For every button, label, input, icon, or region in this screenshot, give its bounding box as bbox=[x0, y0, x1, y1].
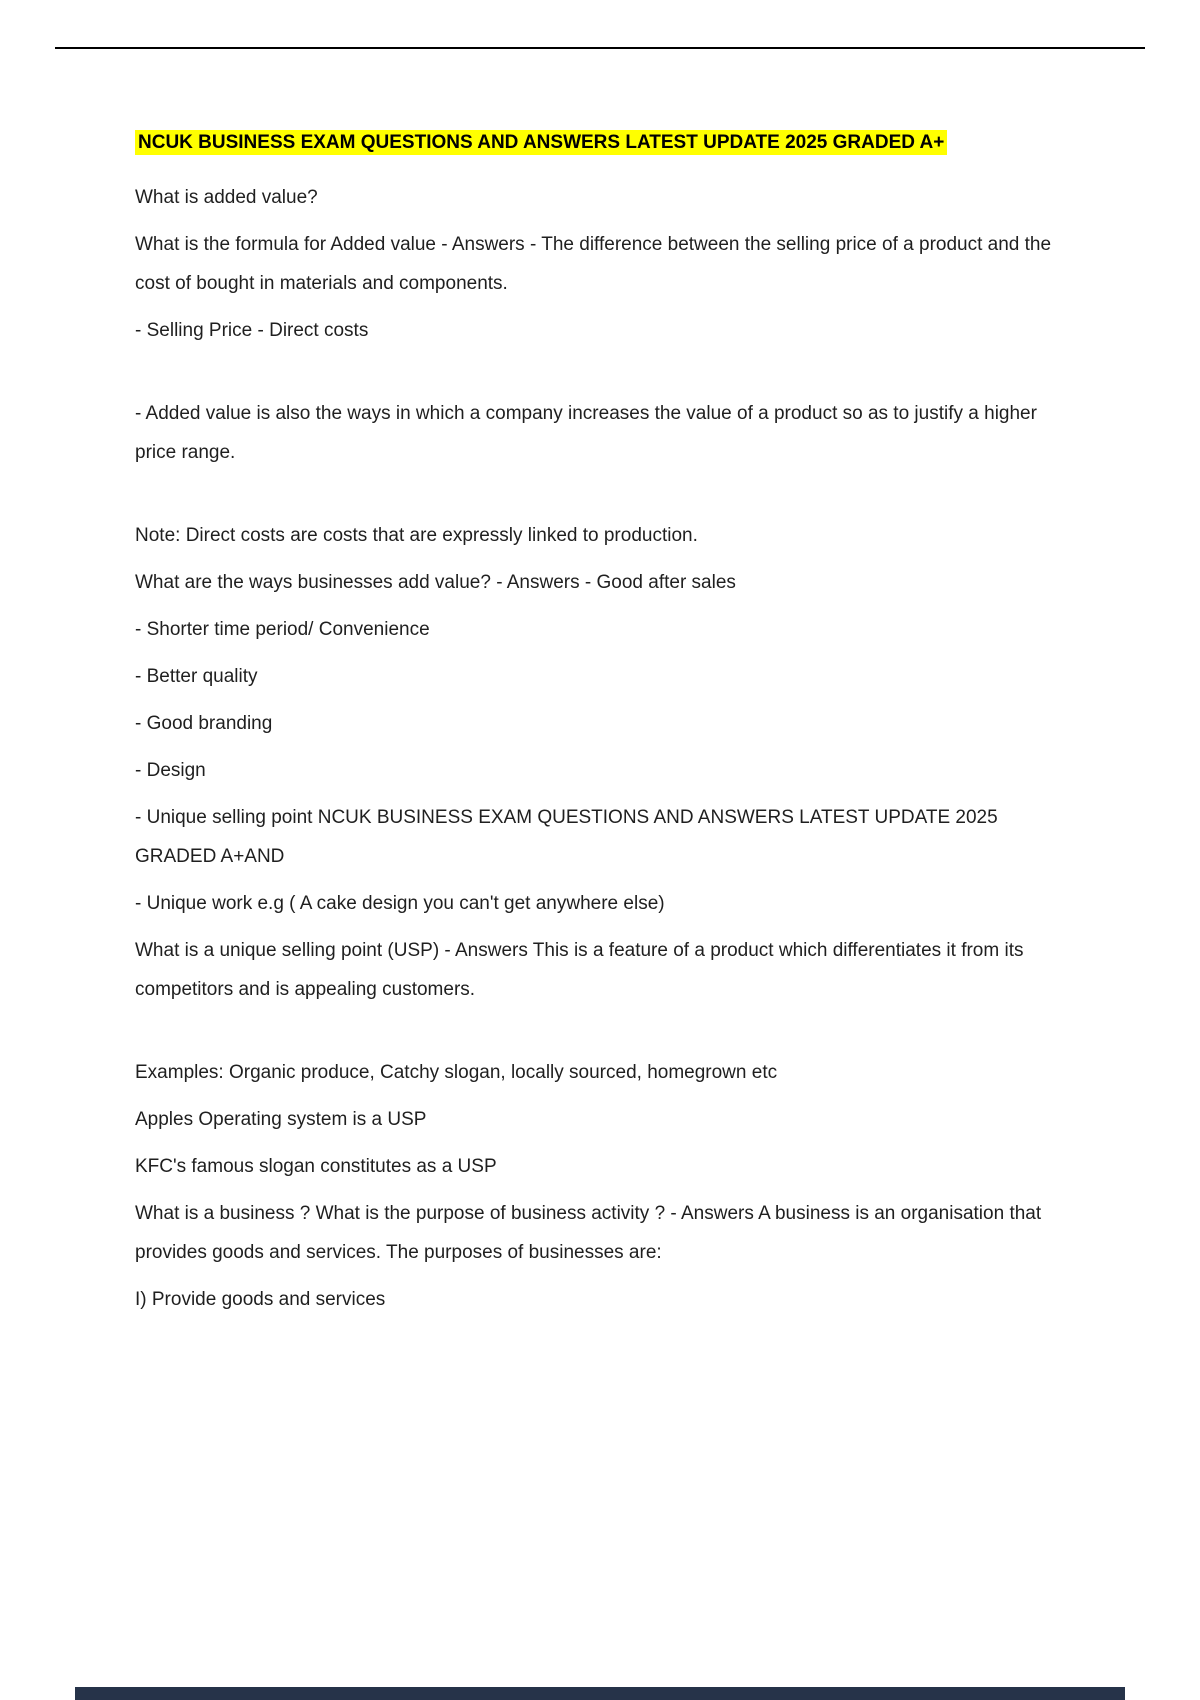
paragraph: I) Provide goods and services bbox=[135, 1289, 386, 1310]
paragraph: - Better quality bbox=[135, 666, 258, 687]
paragraph: What is a business ? What is the purpose of business activity ? - Answers A business is an organisation that provides goods and services. The purposes of businesses are: bbox=[135, 1203, 1042, 1263]
paragraph: - Shorter time period/ Convenience bbox=[135, 619, 430, 640]
top-divider bbox=[55, 47, 1145, 49]
paragraph: What is added value? bbox=[135, 187, 318, 208]
paragraph: Examples: Organic produce, Catchy slogan, locally sourced, homegrown etc bbox=[135, 1062, 778, 1083]
paragraph: What are the ways businesses add value? - Answers - Good after sales bbox=[135, 572, 736, 593]
paragraph: - Good branding bbox=[135, 713, 273, 734]
page-title bbox=[135, 128, 1067, 158]
document-content bbox=[135, 128, 1067, 1327]
paragraph: - Unique work e.g ( A cake design you can't get anywhere else) bbox=[135, 893, 665, 914]
paragraph: What is the formula for Added value - Answers - The difference between the selling price of a product and the cost of bought in materials and components. bbox=[135, 234, 1052, 294]
paragraph: - Selling Price - Direct costs bbox=[135, 320, 369, 341]
paragraph: What is a unique selling point (USP) - Answers This is a feature of a product which differentiates it from its competitors and is appealing customers. bbox=[135, 940, 1024, 1000]
paragraph: - Unique selling point NCUK BUSINESS EXAM QUESTIONS AND ANSWERS LATEST UPDATE 2025 GRADED A+AND bbox=[135, 807, 998, 867]
paragraph: KFC's famous slogan constitutes as a USP bbox=[135, 1156, 497, 1177]
paragraph: - Added value is also the ways in which a company increases the value of a product so as to justify a higher price range. bbox=[135, 403, 1037, 463]
footer-bar bbox=[75, 1687, 1125, 1700]
page-title-highlight: NCUK BUSINESS EXAM QUESTIONS AND ANSWERS LATEST UPDATE 2025 GRADED A+ bbox=[135, 130, 947, 155]
paragraph: Note: Direct costs are costs that are expressly linked to production. bbox=[135, 525, 698, 546]
paragraph: Apples Operating system is a USP bbox=[135, 1109, 427, 1130]
paragraph: - Design bbox=[135, 760, 206, 781]
